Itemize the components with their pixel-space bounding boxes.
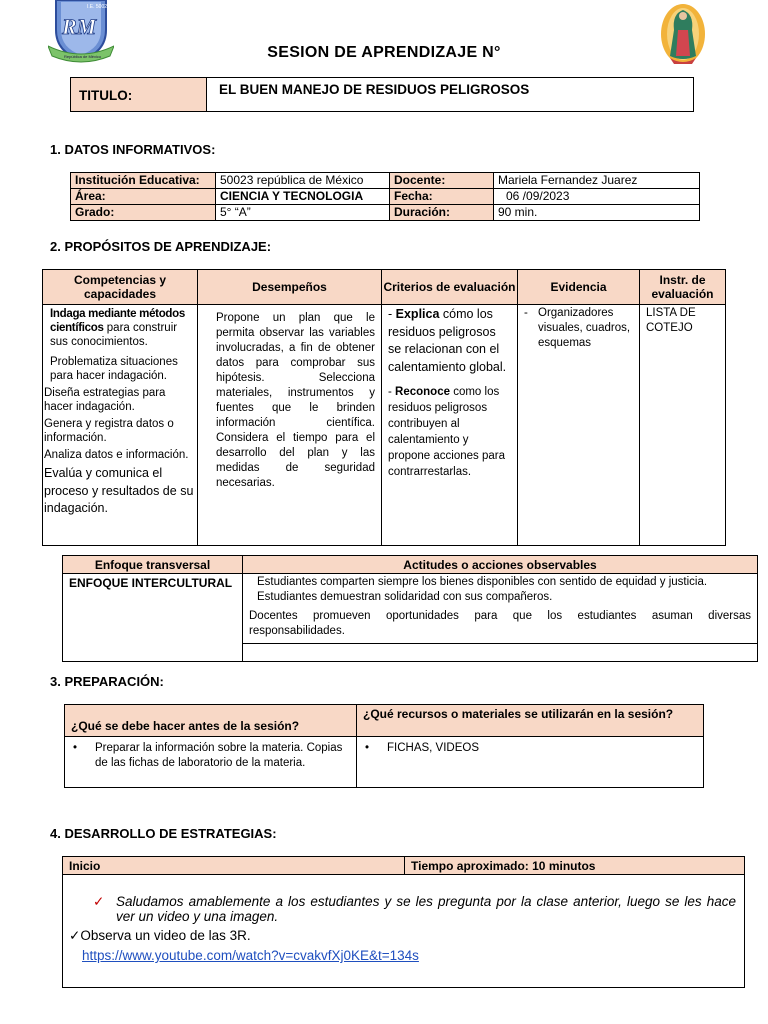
table-row	[71, 205, 700, 221]
logo-left-monogram: RM	[62, 14, 97, 39]
institucion-value: 50023 república de México	[216, 173, 390, 189]
bullet-icon: •	[365, 742, 370, 754]
criterio-verb: Reconoce	[395, 386, 450, 398]
capacidad-item: Evalúa y comunica el proceso y resultados de su indagación.	[44, 466, 194, 515]
table-row	[63, 574, 758, 644]
section-desarrollo: 4. DESARROLLO DE ESTRATEGIAS:	[50, 826, 277, 841]
enfoque-table	[62, 555, 758, 662]
grado-value: 5° “A”	[216, 205, 390, 221]
criterio-verb: Explica	[395, 307, 440, 321]
capacidad-item: Problematiza situaciones para hacer indagación.	[50, 356, 178, 382]
bullet-icon: •	[73, 742, 78, 754]
section-propositos: 2. PROPÓSITOS DE APRENDIZAJE:	[50, 239, 272, 254]
criterios-cell	[382, 305, 518, 546]
list-item	[365, 741, 695, 756]
list-item	[73, 741, 348, 771]
capacidad-item: Genera y registra datos o información.	[44, 418, 174, 444]
section-datos-informativos: 1. DATOS INFORMATIVOS:	[50, 142, 216, 157]
header-criterios: Criterios de evaluación	[382, 270, 518, 305]
capacidad-item: Analiza datos e información.	[44, 449, 189, 461]
docente-label: Docente:	[390, 173, 494, 189]
antes-cell	[65, 737, 357, 788]
table-header-row	[63, 857, 745, 875]
datos-table	[70, 172, 700, 221]
docente-value: Mariela Fernandez Juarez	[494, 173, 700, 189]
header-competencias: Competencias y capacidades	[43, 270, 198, 305]
evidencia-text: Organizadores visuales, cuadros, esquemas	[538, 307, 631, 349]
area-value: CIENCIA Y TECNOLOGIA	[216, 189, 390, 205]
duracion-label: Duración:	[390, 205, 494, 221]
paso-text: Observa un video de las 3R.	[80, 928, 251, 943]
video-link-row	[82, 948, 744, 963]
paso-text: Saludamos amablemente a los estudiantes y se les pregunta por la clase anterior, luego se les hace ver un video y una imagen.	[116, 894, 736, 924]
competencia-rest: para construir sus conocimientos.	[50, 322, 178, 348]
enfoque-name: ENFOQUE INTERCULTURAL	[63, 574, 243, 662]
preparacion-table	[64, 704, 704, 788]
grado-label: Grado:	[71, 205, 216, 221]
institucion-label: Institución Educativa:	[71, 173, 216, 189]
header-desempenos: Desempeños	[198, 270, 382, 305]
title-value: EL BUEN MANEJO DE RESIDUOS PELIGROSOS	[219, 82, 530, 97]
header-inicio: Inicio	[63, 857, 405, 875]
competencia-name: Indaga mediante métodos científicos	[50, 308, 185, 334]
evidencia-item	[524, 306, 635, 351]
actitudes-cell	[243, 574, 758, 644]
evidencia-cell	[518, 305, 640, 546]
header-evidencia: Evidencia	[518, 270, 640, 305]
competencia-text	[44, 307, 194, 349]
criterio-dash: -	[388, 307, 396, 321]
table-header-row	[65, 705, 704, 737]
fecha-label: Fecha:	[390, 189, 494, 205]
logo-left-top-text: I.E. 50023	[87, 4, 110, 10]
criterio-item	[388, 306, 511, 376]
header-actitudes: Actitudes o acciones observables	[243, 556, 758, 574]
recursos-text: FICHAS, VIDEOS	[387, 742, 480, 754]
title-box	[70, 77, 694, 112]
video-link[interactable]: https://www.youtube.com/watch?v=cvakvfXj0KE&t=134s	[82, 948, 419, 963]
propositos-table	[42, 269, 726, 546]
list-item	[69, 928, 744, 944]
check-icon: ✓	[93, 894, 105, 909]
table-header-row	[63, 556, 758, 574]
list-item	[93, 894, 736, 924]
table-header-row	[43, 270, 726, 305]
table-row	[63, 875, 745, 988]
instrumento-cell: LISTA DE COTEJO	[640, 305, 726, 546]
header-tiempo: Tiempo aproximado: 10 minutos	[405, 857, 745, 875]
table-row	[65, 737, 704, 788]
logo-left-ribbon-text: República de México	[64, 54, 102, 59]
actitud-item: Docentes promueven oportunidades para que los estudiantes asuman diversas responsabilidades.	[249, 610, 751, 637]
header-antes: ¿Qué se debe hacer antes de la sesión?	[65, 705, 357, 737]
antes-text: Preparar la información sobre la materia. Copias de las fichas de laboratorio de la materia.	[95, 742, 343, 769]
header-instrumento: Instr. de evaluación	[640, 270, 726, 305]
actitud-item: Estudiantes demuestran solidaridad con sus compañeros.	[257, 591, 553, 603]
recursos-cell	[357, 737, 704, 788]
duracion-value: 90 min.	[494, 205, 700, 221]
fecha-value: 06 /09/2023	[494, 189, 700, 205]
section-preparacion: 3. PREPARACIÓN:	[50, 674, 164, 689]
criterio-text: cómo los residuos peligrosos se relacionan con el calentamiento global.	[388, 307, 507, 374]
actitud-item: Estudiantes comparten siempre los bienes disponibles con sentido de equidad y justicia.	[257, 576, 708, 588]
criterio-text: como los residuos peligrosos contribuyen al calentamiento y propone acciones para contrarrestarlas.	[388, 386, 505, 478]
table-row	[71, 173, 700, 189]
check-icon: ✓	[69, 928, 81, 943]
empty-cell	[243, 644, 758, 662]
table-row	[43, 305, 726, 546]
area-label: Área:	[71, 189, 216, 205]
inicio-cell	[63, 875, 745, 988]
criterio-dash: -	[388, 386, 396, 398]
evidencia-dash: -	[524, 307, 528, 319]
title-label: TITULO:	[71, 78, 207, 111]
desarrollo-table	[62, 856, 745, 988]
header-recursos: ¿Qué recursos o materiales se utilizarán en la sesión?	[357, 705, 704, 737]
capacidad-item: Diseña estrategias para hacer indagación.	[44, 387, 166, 413]
table-row	[71, 189, 700, 205]
page-title: SESION DE APRENDIZAJE N°	[267, 44, 501, 61]
criterio-item	[388, 384, 511, 480]
desempeno-cell: Propone un plan que le permita observar las variables involucradas, a fin de obtener datos para comprobar sus hipótesis. Selecciona materiales, instrumentos y fuentes que le brinden información científica. Considera el tiempo para el desarrollo del plan y las medidas de seguridad necesarias.	[198, 305, 382, 546]
competencias-cell	[43, 305, 198, 546]
header-enfoque: Enfoque transversal	[63, 556, 243, 574]
